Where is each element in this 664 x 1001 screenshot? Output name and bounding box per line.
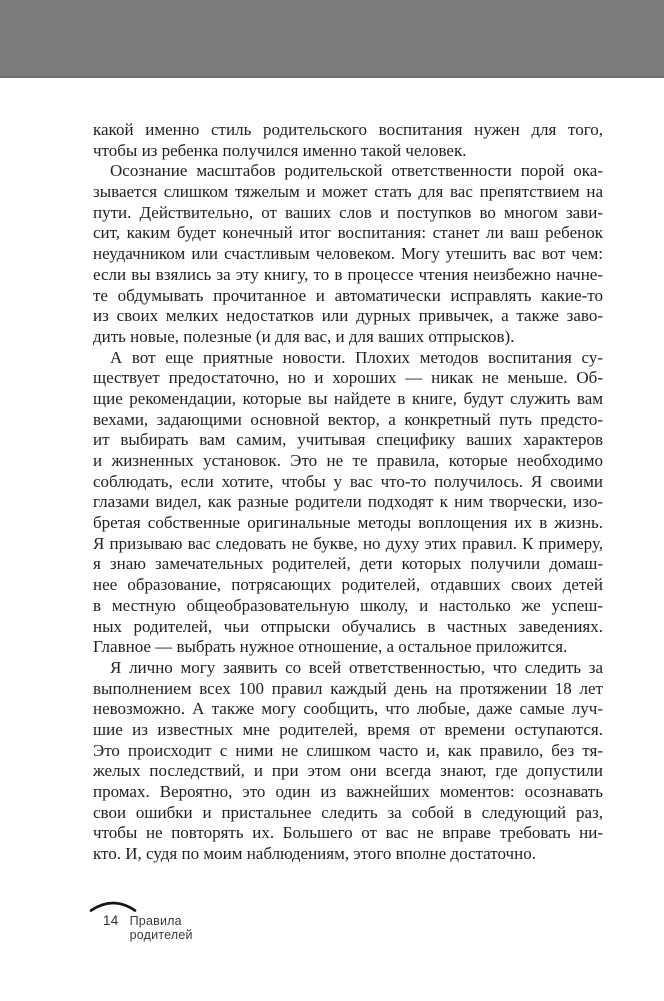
text-line: чтобы из ребенка получился именно такой человек.	[93, 140, 467, 160]
text-line: промах. Вероятно, это один из важнейших моментов: осознавать	[93, 782, 603, 801]
text-line: ществует предостаточно, но и хороших — никак не меньше. Об-	[93, 368, 603, 388]
text-line: и жизненных установок. Это не те правила, которые необходимо	[93, 451, 603, 470]
text-line: дить новые, полезные (и для вас, и для ваших отпрысков).	[93, 326, 515, 346]
text-line: те обдумывать прочитанное и автоматически исправлять какие-то	[93, 285, 603, 305]
text-line: невозможно. А также могу сообщить, что любые, даже самые луч-	[93, 699, 603, 719]
text-line: зывается слишком тяжелым и может стать для вас препятствием на	[93, 182, 603, 202]
header-bar	[0, 0, 664, 78]
paragraph	[93, 161, 603, 347]
text-line: ных родителей, чьи отпрыски обучались в частных заведениях.	[93, 616, 603, 636]
text-block	[93, 120, 603, 865]
text-line: чтобы не повторять их. Большего от вас не вправе требовать ни-	[93, 823, 603, 843]
text-line: кто. И, судя по моим наблюдениям, этого вполне достаточно.	[93, 844, 536, 864]
paragraph	[93, 658, 603, 865]
text-line: сит, каким будет конечный итог воспитания: станет ли ваш ребенок	[93, 223, 603, 243]
text-line: Главное — выбрать нужное отношение, а остальное приложится.	[93, 637, 568, 657]
text-line: шие из известных мне родителей, время от времени оступаются.	[93, 719, 603, 739]
text-line: в местную общеобразовательную школу, и настолько же успеш-	[93, 595, 603, 615]
text-line: А вот еще приятные новости. Плохих методов воспитания су-	[110, 347, 603, 367]
running-title: Правила родителей	[129, 914, 193, 942]
text-line: выполнением всех 100 правил каждый день на протяжении 18 лет	[93, 678, 603, 698]
text-line: из своих мелких недостатков или дурных привычек, а также заво-	[93, 306, 603, 326]
text-line: бретая собственные оригинальные методы воплощения их в жизнь.	[93, 513, 603, 533]
text-line: Я лично могу заявить со всей ответственностью, что следить за	[110, 657, 603, 677]
text-line: неудачником или счастливым человеком. Могу утешить вас вот чем:	[93, 244, 603, 264]
page-number: 14	[103, 913, 119, 928]
text-line: желых последствий, и при этом они всегда знают, где допустили	[93, 761, 603, 781]
text-line: вехами, задающими основной вектор, а конкретный путь предсто-	[93, 409, 603, 429]
text-line: пути. Действительно, от ваших слов и поступков во многом зави-	[93, 202, 603, 222]
footer-row	[88, 913, 193, 942]
arc-icon	[88, 899, 138, 913]
paragraph	[93, 348, 603, 658]
text-line: я знаю замечательных родителей, дети которых получили домаш-	[93, 554, 603, 574]
text-line: если вы взялись за эту книгу, то в процессе чтения неизбежно начне-	[93, 264, 603, 284]
text-line: Осознание масштабов родительской ответственности порой ока-	[110, 161, 603, 181]
text-line: соблюдать, если хотите, чтобы у вас что-то получилось. Я своими	[93, 471, 603, 491]
text-line: свои ошибки и пристальнее следить за собой в следующий раз,	[93, 802, 603, 822]
text-line: Я призываю вас следовать не букве, но духу этих правил. К примеру,	[93, 533, 603, 553]
text-line: ит выбирать вам самим, учитывая специфику ваших характеров	[93, 430, 603, 450]
text-line: глазами видел, как разные родители подходят к ним творчески, изо-	[93, 492, 603, 512]
text-line: какой именно стиль родительского воспитания нужен для того,	[93, 120, 603, 139]
paragraph	[93, 120, 603, 161]
text-line: щие рекомендации, которые вы найдете в книге, будут служить вам	[93, 388, 603, 408]
text-line: нее образование, потрясающих родителей, отдавших своих детей	[93, 575, 603, 595]
text-line: Это происходит с ними не слишком часто и, как правило, без тя-	[93, 740, 603, 760]
